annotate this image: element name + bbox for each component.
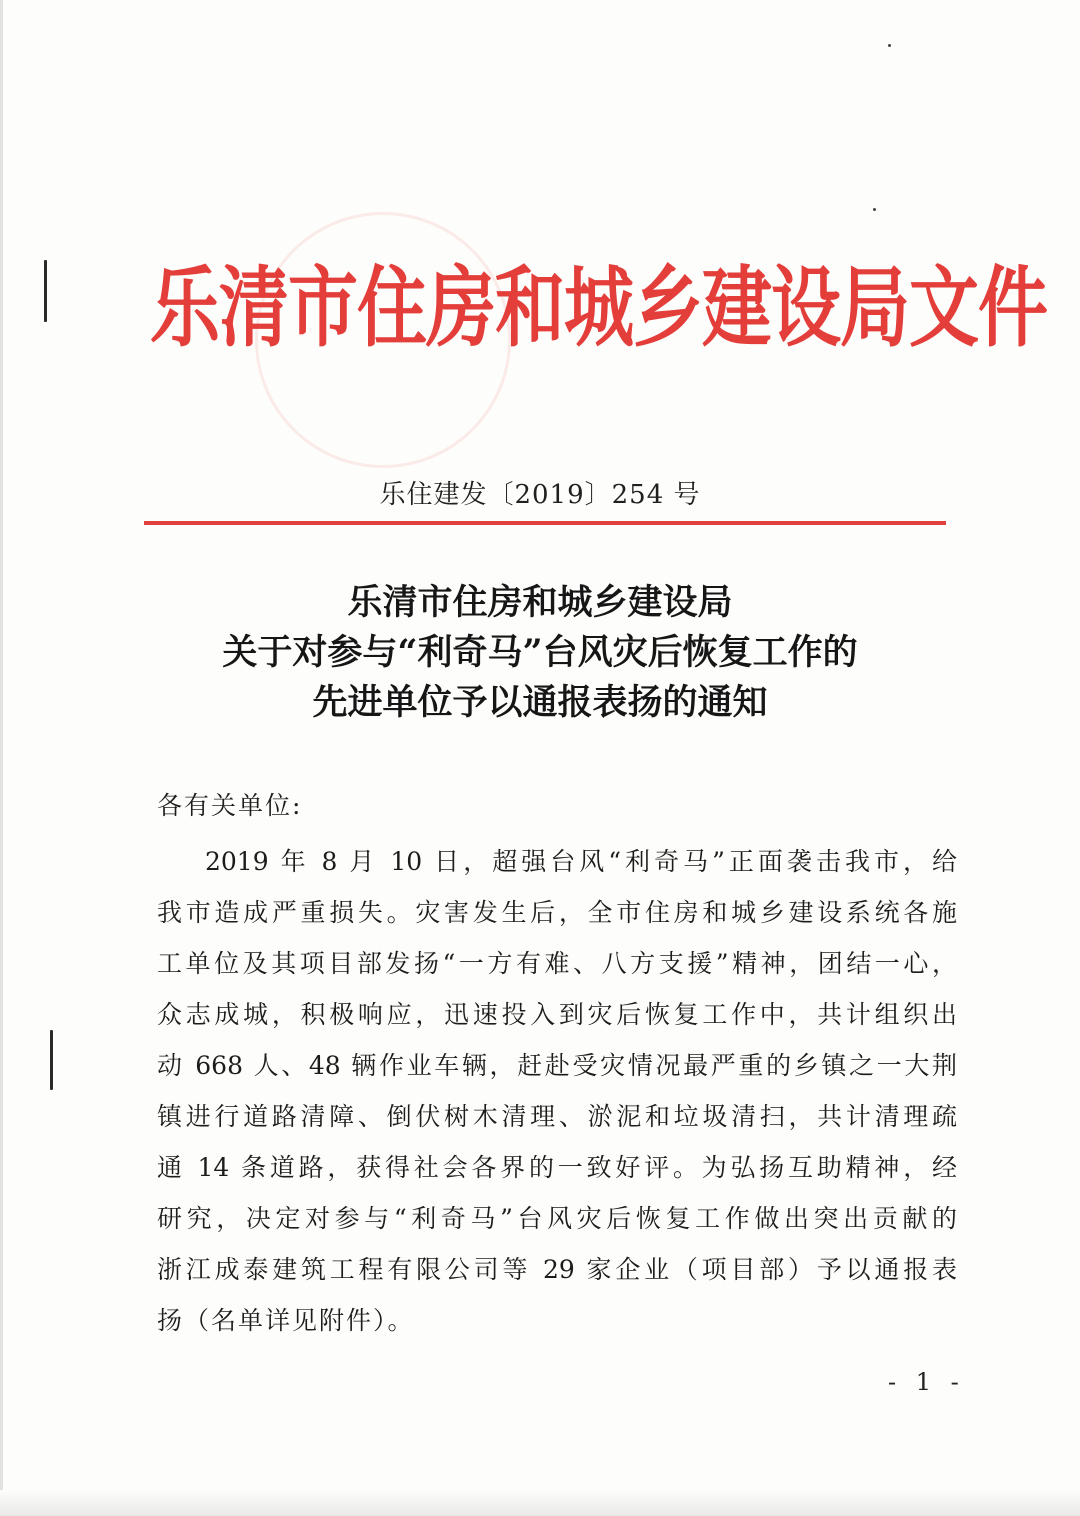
body-line: 我市造成严重损失。灾害发生后，全市住房和城乡建设系统各施 — [157, 898, 957, 927]
title-line: 关于对参与“利奇马”台风灾后恢复工作的 — [222, 632, 858, 673]
staple-mark-bottom — [50, 1030, 53, 1090]
agency-header-title: 乐清市住房和城乡建设局文件 — [150, 256, 1047, 360]
scan-speck — [888, 44, 891, 47]
body-line: 扬（名单详见附件）。 — [157, 1306, 415, 1335]
body-line: 研究，决定对参与“利奇马”台风灾后恢复工作做出突出贡献的 — [157, 1204, 957, 1233]
document-number: 乐住建发〔2019〕254 号 — [379, 480, 701, 510]
body-line: 工单位及其项目部发扬“一方有难、八方支援”精神，团结一心， — [157, 949, 957, 978]
body-line: 镇进行道路清障、倒伏树木清理、淤泥和垃圾清扫，共计清理疏 — [157, 1102, 957, 1131]
body-line: 通 14 条道路，获得社会各界的一致好评。为弘扬互助精神，经 — [157, 1153, 957, 1182]
page-edge-shadow — [0, 0, 3, 1516]
staple-mark-top — [44, 260, 47, 322]
page-number: - 1 - — [888, 1368, 965, 1396]
notice-title — [100, 578, 980, 728]
scan-speck — [873, 208, 876, 211]
page-bottom-edge — [0, 1490, 1080, 1516]
salutation: 各有关单位: — [157, 791, 303, 820]
body-paragraph — [157, 836, 957, 1346]
red-separator-rule — [144, 521, 946, 525]
body-line: 浙江成泰建筑工程有限公司等 29 家企业（项目部）予以通报表 — [157, 1255, 957, 1284]
body-line: 动 668 人、48 辆作业车辆，赶赴受灾情况最严重的乡镇之一大荆 — [157, 1051, 957, 1080]
body-line: 众志成城，积极响应，迅速投入到灾后恢复工作中，共计组织出 — [157, 1000, 957, 1029]
title-line: 乐清市住房和城乡建设局 — [347, 582, 733, 623]
title-line: 先进单位予以通报表扬的通知 — [312, 682, 768, 723]
body-line: 2019 年 8 月 10 日，超强台风“利奇马”正面袭击我市，给 — [205, 847, 957, 876]
